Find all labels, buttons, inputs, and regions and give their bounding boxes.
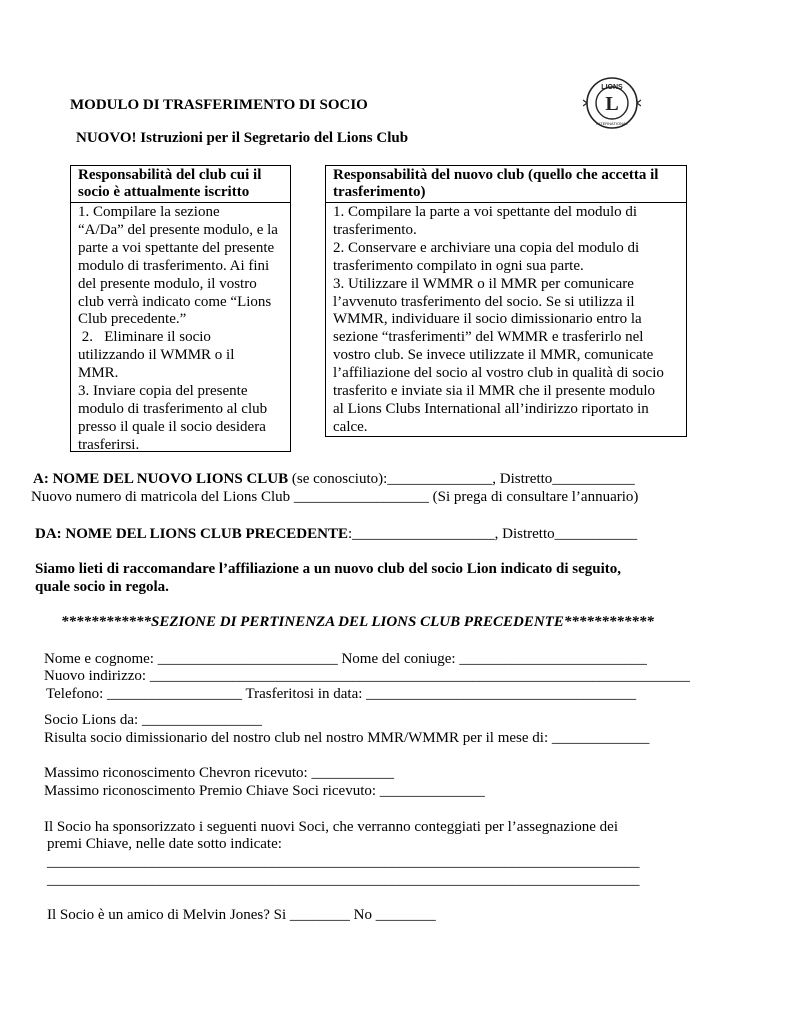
instruction-line: del presente modulo, il vostro (78, 275, 257, 292)
instruction-line: 2. Conservare e archiviare una copia del modulo di (333, 239, 640, 256)
instruction-line: modulo di trasferimento al club (78, 400, 268, 417)
new-club-name-blanks: (se conosciuto):______________, Distretto___________ (288, 471, 635, 487)
lions-international-logo-icon (583, 76, 641, 130)
previous-club-name-field[interactable] (35, 525, 637, 543)
new-club-instructions (326, 203, 686, 438)
instruction-line: sezione “trasferimenti” del WMMR e trasferirlo nel (333, 329, 644, 346)
sponsored-members-text: Il Socio ha sponsorizzato i seguenti nuovi Soci, che verranno conteggiati per l’assegnazione dei (44, 819, 618, 835)
logo-bottom-text: INTERNATIONAL (596, 121, 628, 126)
dimissionary-month-field[interactable]: Risulta socio dimissionario del nostro club nel nostro MMR/WMMR per il mese di: _____________ (44, 730, 650, 746)
heading-line: socio è attualmente iscritto (78, 184, 250, 200)
previous-club-name-blanks: :___________________, Distretto___________ (347, 526, 638, 542)
new-club-name-field[interactable] (33, 470, 635, 488)
new-club-responsibilities-box (325, 165, 687, 437)
instruction-line: 3. Utilizzare il WMMR o il MMR per comunicare (333, 275, 634, 292)
key-award-field[interactable]: Massimo riconoscimento Premio Chiave Soci ricevuto: ______________ (44, 783, 485, 799)
sponsored-members-line[interactable]: _______________________________________________________________________________ (47, 872, 640, 888)
recommendation-line: quale socio in regola. (35, 579, 169, 595)
instruction-line: trasferito e inviate sia il MMR che il presente modulo (333, 383, 656, 400)
heading-line: Responsabilità del club cui il (78, 167, 262, 183)
instruction-line: l’affiliazione del socio al vostro club in qualità di socio (333, 365, 664, 382)
instruction-line: Club precedente.” (78, 311, 187, 328)
recommendation-line: Siamo lieti di raccomandare l’affiliazione a un nuovo club del socio Lion indicato di seguito, (35, 561, 622, 577)
logo-top-text: LIONS (601, 84, 623, 91)
instruction-line: WMMR, individuare il socio dimissionario entro la (333, 311, 642, 328)
instruction-line: trasferimento compilato in ogni sua parte. (333, 257, 584, 274)
instruction-line: 1. Compilare la sezione (78, 204, 220, 220)
instruction-line: trasferirsi. (78, 436, 140, 453)
instruction-line: 2. Eliminare il socio (78, 329, 211, 346)
instruction-line: 1. Compilare la parte a voi spettante del modulo di (333, 204, 638, 220)
logo-letter: L (605, 93, 619, 115)
phone-transfer-date-field[interactable]: Telefono: __________________ Trasferitosi in data: ____________________________________ (46, 686, 637, 702)
form-subtitle: NUOVO! Istruzioni per il Segretario del Lions Club (76, 130, 409, 146)
instruction-line: club verrà indicato come “Lions (78, 293, 272, 310)
name-spouse-field[interactable]: Nome e cognome: ________________________ Nome del coniuge: _________________________ (44, 651, 647, 667)
member-since-field[interactable]: Socio Lions da: ________________ (44, 712, 262, 728)
instruction-line: trasferimento. (333, 221, 417, 238)
heading-line: trasferimento) (333, 184, 426, 200)
instruction-line: MMR. (78, 365, 119, 382)
new-club-number-field[interactable]: Nuovo numero di matricola del Lions Club __________________ (Si prega di consultare l’annuario) (31, 489, 639, 505)
instruction-line: al Lions Clubs International all’indirizzo riportato in (333, 400, 649, 417)
melvin-jones-field[interactable]: Il Socio è un amico di Melvin Jones? Si ________ No ________ (47, 907, 436, 923)
instruction-line: modulo di trasferimento. Ai fini (78, 257, 270, 274)
sponsored-members-line[interactable]: _______________________________________________________________________________ (47, 854, 640, 870)
current-club-responsibilities-box (70, 165, 291, 452)
current-club-heading (71, 166, 290, 203)
new-address-field[interactable]: Nuovo indirizzo: ________________________________________________________________________ (44, 668, 690, 684)
instruction-line: presso il quale il socio desidera (78, 418, 266, 435)
instruction-line: “A/Da” del presente modulo, e la (78, 221, 278, 238)
form-title: MODULO DI TRASFERIMENTO DI SOCIO (70, 97, 368, 113)
instruction-line: calce. (333, 418, 368, 435)
instruction-line: parte a voi spettante del presente (78, 239, 275, 256)
previous-club-name-label: DA: NOME DEL LIONS CLUB PRECEDENTE (35, 526, 348, 542)
previous-club-section-header: ************SEZIONE DI PERTINENZA DEL LIONS CLUB PRECEDENTE************ (61, 614, 654, 630)
sponsored-members-text: premi Chiave, nelle date sotto indicate: (47, 836, 282, 852)
instruction-line: vostro club. Se invece utilizzate il MMR, comunicate (333, 347, 654, 364)
new-club-heading (326, 166, 686, 203)
heading-line: Responsabilità del nuovo club (quello che accetta il (333, 167, 659, 183)
instruction-line: l’avvenuto trasferimento del socio. Se si utilizza il (333, 293, 635, 310)
new-club-name-label: A: NOME DEL NUOVO LIONS CLUB (33, 471, 289, 487)
instruction-line: 3. Inviare copia del presente (78, 383, 248, 400)
current-club-instructions (71, 203, 290, 456)
chevron-award-field[interactable]: Massimo riconoscimento Chevron ricevuto: ___________ (44, 765, 394, 781)
instruction-line: utilizzando il WMMR o il (78, 347, 235, 364)
